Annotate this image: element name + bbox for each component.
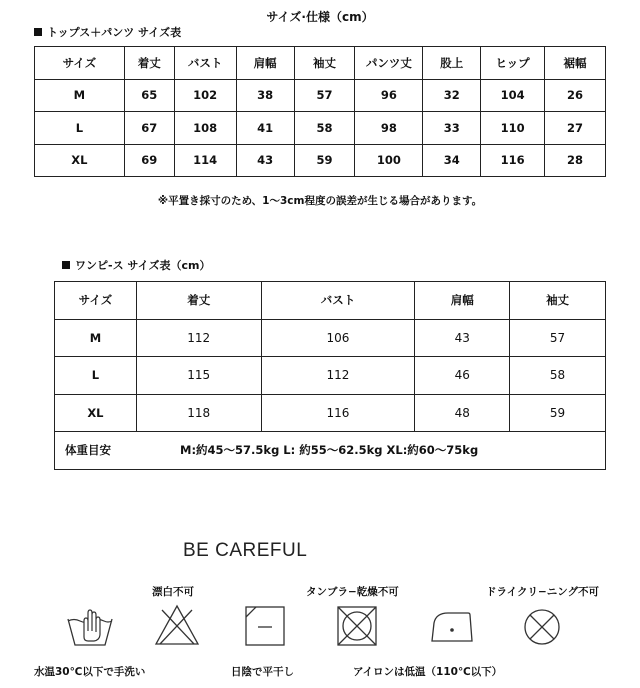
table-row	[55, 357, 606, 395]
table-cell: L	[35, 112, 125, 145]
table-cell: 38	[236, 79, 294, 112]
measurement-note: ※平置き採寸のため、1～3cm程度の誤差が生じる場合があります。	[157, 195, 483, 207]
table-cell: 115	[136, 357, 261, 395]
table-cell: 102	[174, 79, 236, 112]
hand-wash-label: 水温30℃以下で手洗い	[34, 666, 146, 678]
table-cell: 106	[261, 319, 415, 357]
table-cell: 96	[355, 79, 423, 112]
table-cell: 46	[415, 357, 510, 395]
section2-heading	[62, 257, 211, 273]
table-cell: XL	[35, 144, 125, 177]
table-cell: 58	[510, 357, 606, 395]
hand-wash-icon	[66, 607, 114, 647]
table-row	[35, 112, 606, 145]
table-cell: 59	[294, 144, 355, 177]
shade-dry-label: 日陰で平干し	[231, 666, 294, 678]
column-header: 肩幅	[236, 47, 294, 80]
column-header: 袖丈	[294, 47, 355, 80]
table-cell: 26	[545, 79, 606, 112]
table-cell: L	[55, 357, 137, 395]
column-header: 袖丈	[510, 282, 606, 320]
table-cell: 41	[236, 112, 294, 145]
column-header: 股上	[423, 47, 481, 80]
column-header: 着丈	[124, 47, 174, 80]
table-cell: 108	[174, 112, 236, 145]
iron-low-label: アイロンは低温（110℃以下）	[353, 666, 503, 678]
table-cell: 57	[510, 319, 606, 357]
care-heading: BE CAREFUL	[183, 540, 308, 561]
table-cell: 57	[294, 79, 355, 112]
table-cell: 98	[355, 112, 423, 145]
table-cell: 116	[481, 144, 545, 177]
table-cell: 43	[236, 144, 294, 177]
table-cell: M	[55, 319, 137, 357]
column-header: バスト	[174, 47, 236, 80]
table-cell: 65	[124, 79, 174, 112]
column-header: バスト	[261, 282, 415, 320]
section1-heading	[34, 24, 181, 40]
table-row	[55, 394, 606, 432]
no-dry-clean-label: ドライクリ−ニング不可	[486, 586, 600, 598]
table-row	[35, 144, 606, 177]
table-cell: 100	[355, 144, 423, 177]
section1-heading-text: トップス＋パンツ サイズ表	[47, 26, 182, 39]
table-row	[35, 79, 606, 112]
square-bullet-icon	[34, 28, 42, 36]
flat-dry-shade-icon	[244, 605, 286, 647]
table-cell: 114	[174, 144, 236, 177]
table-cell: 33	[423, 112, 481, 145]
table-cell: 104	[481, 79, 545, 112]
table-cell: 69	[124, 144, 174, 177]
column-header: パンツ丈	[355, 47, 423, 80]
column-header: 着丈	[136, 282, 261, 320]
table-cell: 59	[510, 394, 606, 432]
table-cell: 27	[545, 112, 606, 145]
table-cell: 116	[261, 394, 415, 432]
table-cell: 58	[294, 112, 355, 145]
weight-guide-cell	[55, 432, 606, 470]
square-bullet-icon	[62, 261, 70, 269]
table-cell: 43	[415, 319, 510, 357]
table-cell: 112	[261, 357, 415, 395]
tops-pants-size-table	[34, 46, 606, 177]
table-row	[55, 319, 606, 357]
table-cell: 34	[423, 144, 481, 177]
column-header: ヒップ	[481, 47, 545, 80]
table-cell: 32	[423, 79, 481, 112]
weight-guide-row	[55, 432, 606, 470]
dress-size-table	[54, 281, 606, 470]
no-bleach-label: 漂白不可	[152, 586, 194, 598]
no-dry-clean-icon	[521, 606, 563, 648]
no-tumble-dry-icon	[336, 605, 378, 647]
table-cell: 112	[136, 319, 261, 357]
table-header-row	[55, 282, 606, 320]
table-cell: 118	[136, 394, 261, 432]
column-header: 裾幅	[545, 47, 606, 80]
table-cell: XL	[55, 394, 137, 432]
table-cell: M	[35, 79, 125, 112]
column-header: 肩幅	[415, 282, 510, 320]
no-tumble-dry-label: タンブラ−乾燥不可	[306, 586, 399, 598]
table-header-row	[35, 47, 606, 80]
table-cell: 110	[481, 112, 545, 145]
section2-heading-text: ワンピ-ス サイズ表（cm）	[75, 259, 211, 272]
weight-guide-label: 体重目安	[65, 443, 111, 458]
no-bleach-icon	[154, 603, 200, 647]
table-cell: 28	[545, 144, 606, 177]
column-header: サイズ	[55, 282, 137, 320]
page-title: サイズ·仕様（cm）	[266, 10, 374, 24]
column-header: サイズ	[35, 47, 125, 80]
weight-guide-value: M:約45～57.5kg L: 約55～62.5kg XL:約60～75kg	[180, 443, 479, 458]
iron-low-icon	[428, 609, 474, 645]
table-cell: 67	[124, 112, 174, 145]
table-cell: 48	[415, 394, 510, 432]
